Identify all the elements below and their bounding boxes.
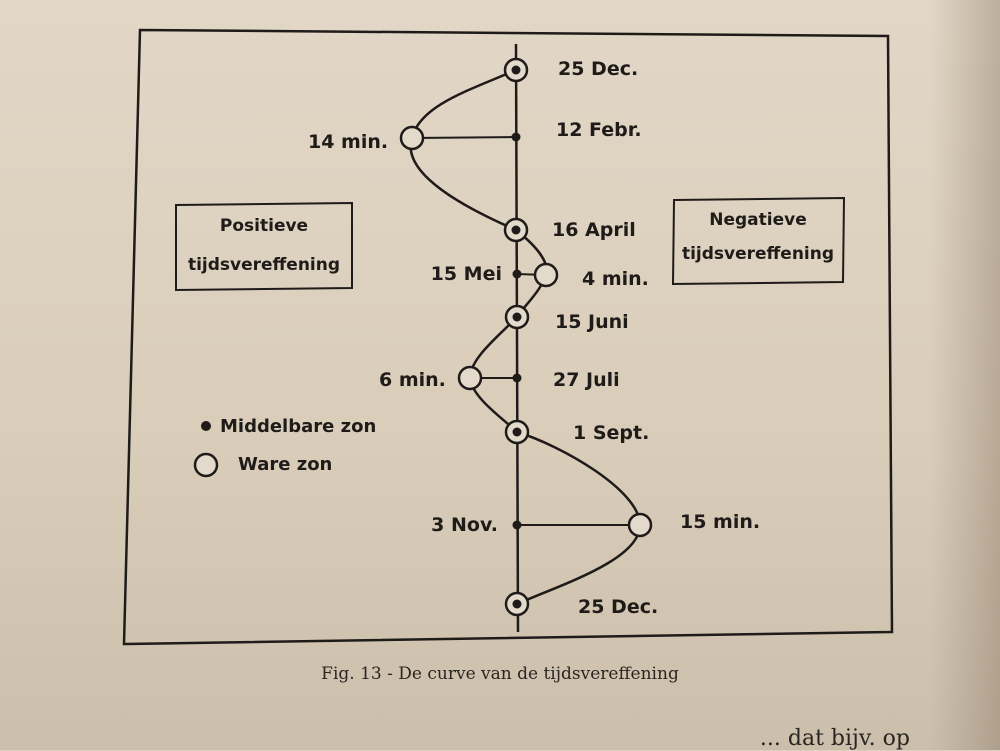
true-sun-circle-3-nov [629,514,651,536]
legend-mean-sun-dot [201,421,211,431]
positive-box [176,203,352,290]
mean-sun-dot-12-febr [512,133,521,142]
offset-label-3-nov: 15 min. [680,511,761,533]
legend-true-sun-label: Ware zon [238,454,333,475]
marker-25-dec-bottom [506,593,528,615]
mean-sun-axis [516,44,518,632]
mean-sun-dot-27-juli [513,374,522,383]
negative-box [673,198,844,284]
offset-label-12-febr: 14 min. [308,131,389,153]
date-label-27-juli: 27 Juli [553,369,620,391]
figure-caption: Fig. 13 - De curve van de tijdsvereffening [321,664,679,684]
positive-box-line1: Positieve [219,216,309,236]
bottom-body-text: ... dat bijv. op [759,726,910,751]
negative-box-line1: Negatieve [709,210,807,230]
date-label-16-april: 16 April [552,219,636,241]
legend-true-sun-circle [195,454,217,476]
date-label-12-febr: 12 Febr. [556,119,642,141]
legend [195,416,376,476]
date-label-25-dec-top: 25 Dec. [558,58,639,80]
true-sun-circle-12-febr [401,127,423,149]
marker-1-sept [506,421,528,443]
offset-label-27-juli: 6 min. [379,369,446,391]
true-sun-circle-15-mei [535,264,557,286]
marker-15-juni [506,306,528,328]
figure-frame [124,30,892,644]
positive-box-line2: tijdsvereffening [187,255,341,275]
true-sun-circle-27-juli [459,367,481,389]
offset-label-15-mei: 4 min. [582,268,649,290]
marker-16-april [505,219,527,241]
date-label-15-juni: 15 Juni [555,311,629,333]
date-label-1-sept: 1 Sept. [573,422,650,444]
connector-12-febr [412,137,516,138]
mean-sun-dot-3-nov [513,521,522,530]
date-label-3-nov: 3 Nov. [431,514,498,536]
negative-box-line2: tijdsvereffening [681,244,835,264]
legend-mean-sun-label: Middelbare zon [220,416,377,437]
date-label-25-dec-bottom: 25 Dec. [578,596,659,618]
marker-25-dec-top [505,59,527,81]
mean-sun-dot-15-mei [513,270,522,279]
date-label-15-mei: 15 Mei [430,263,502,285]
